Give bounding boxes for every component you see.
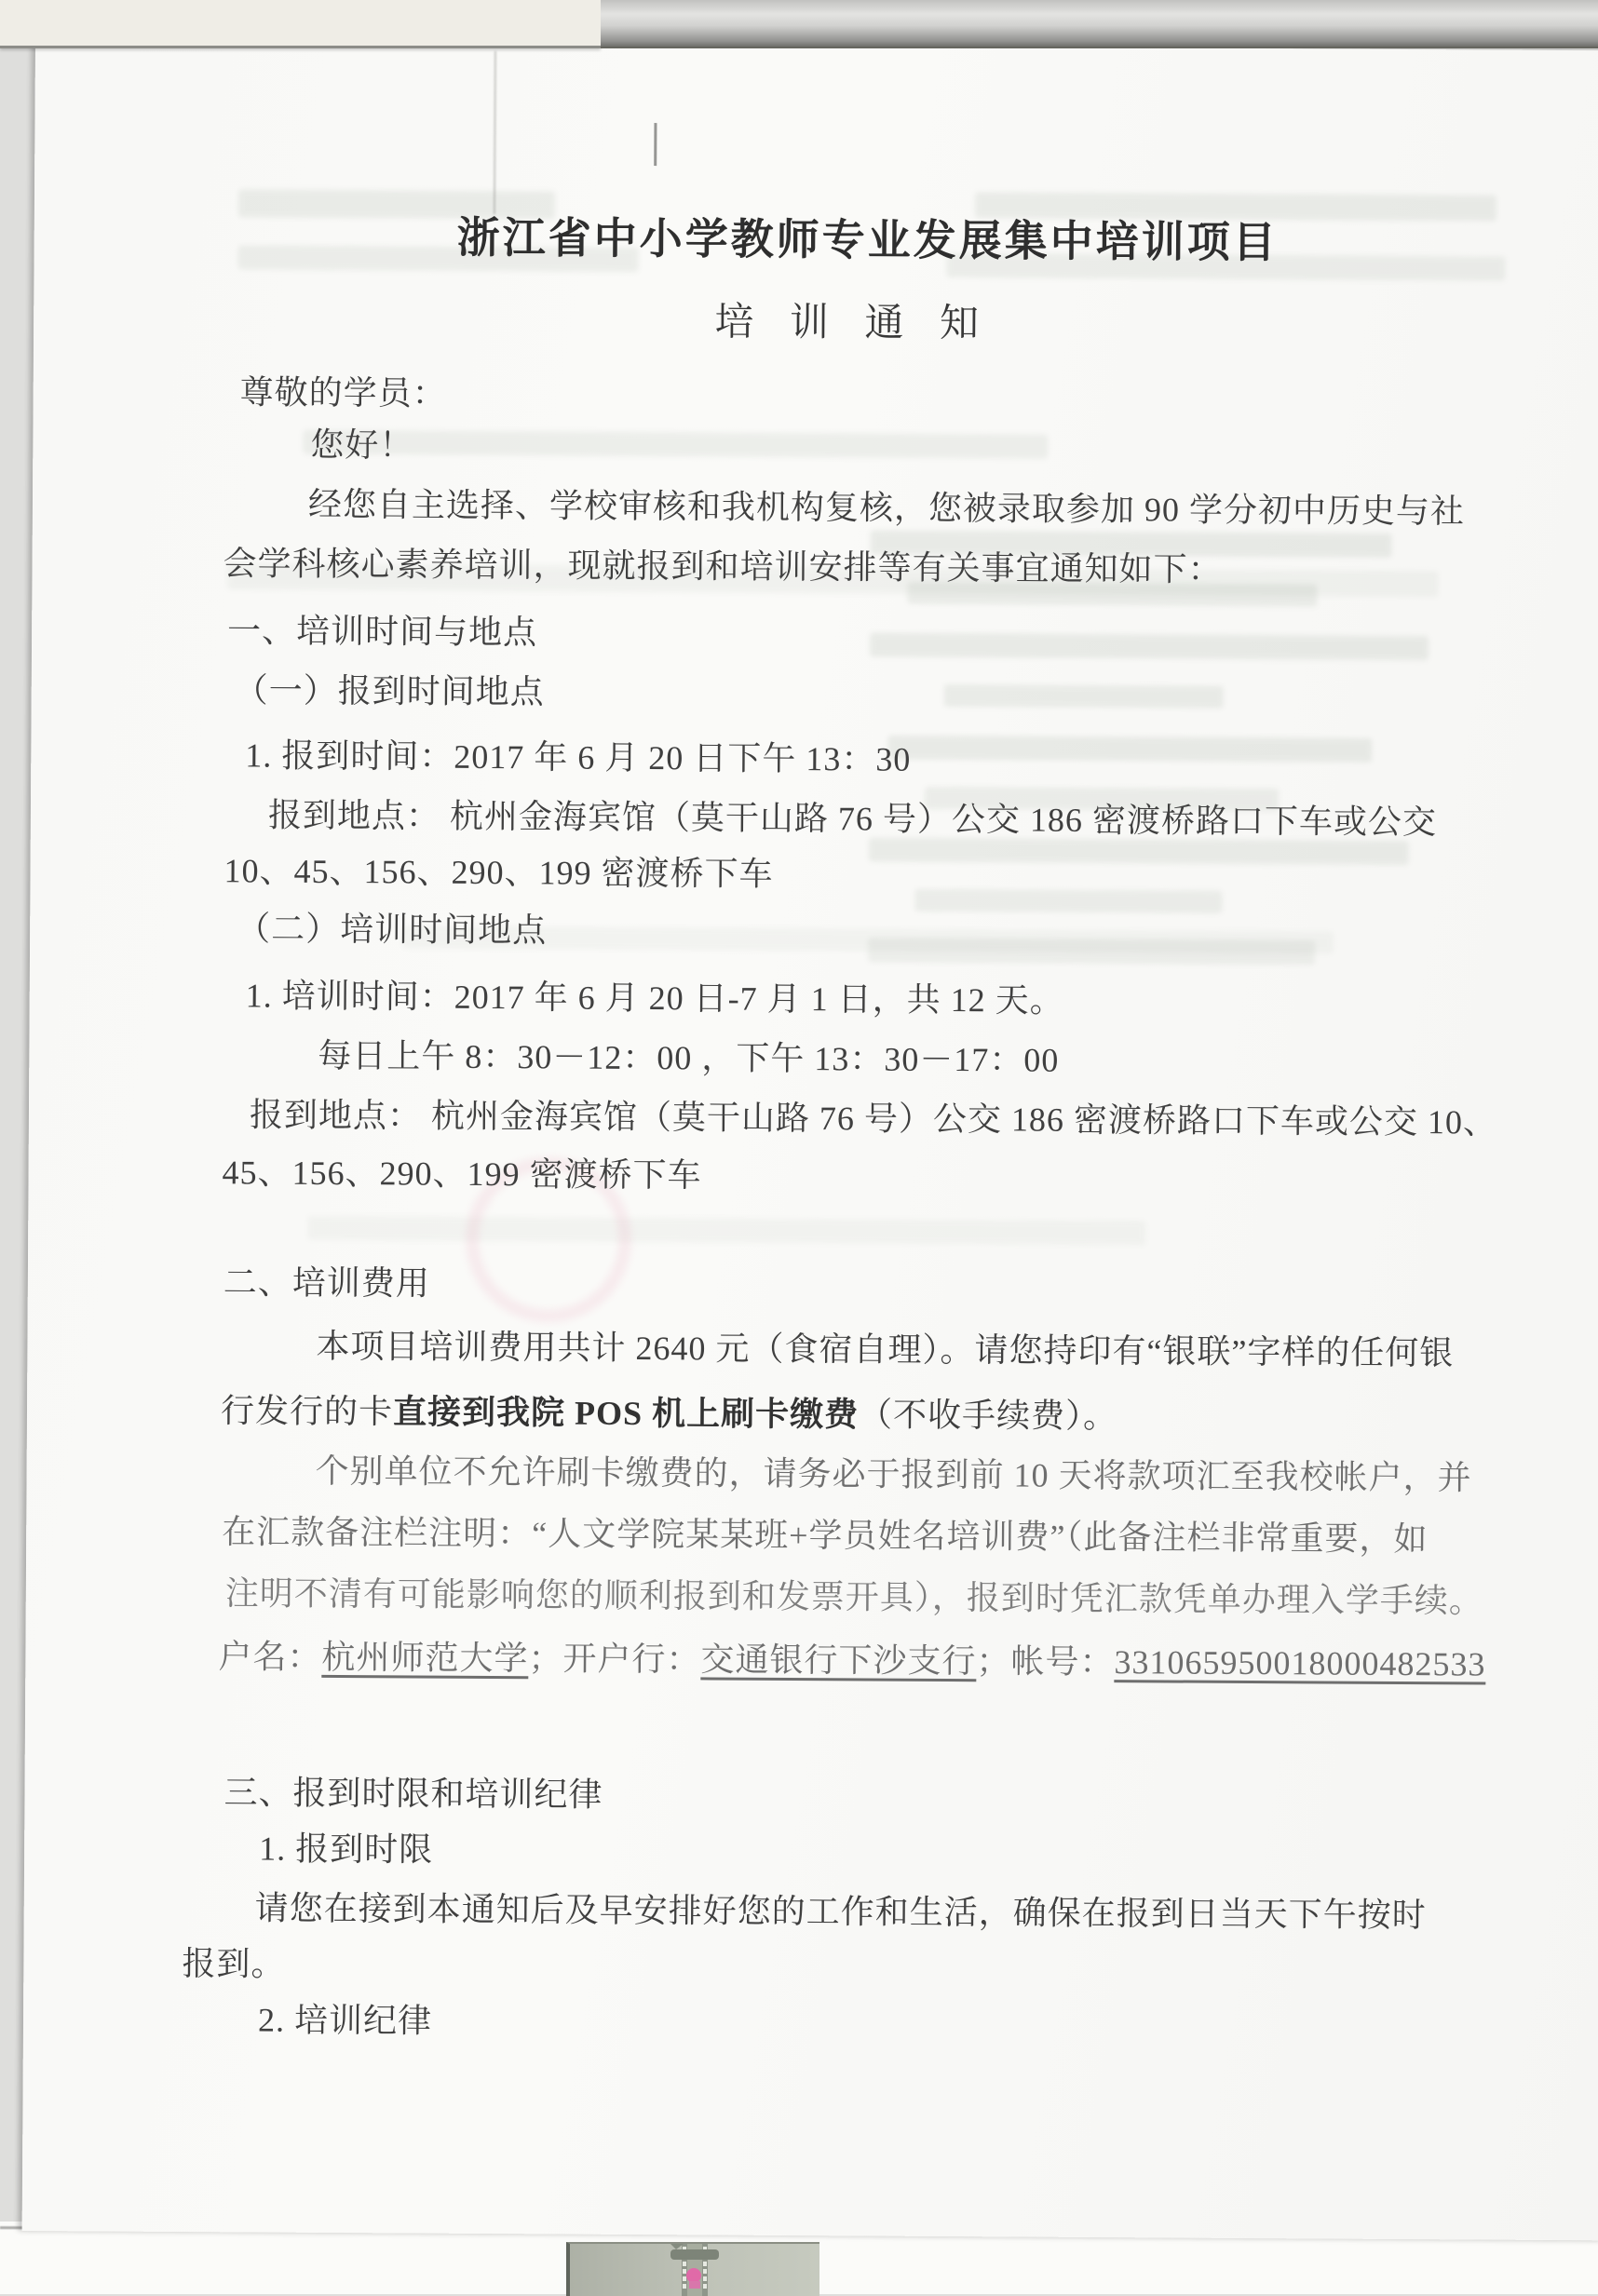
intro-line-2: 会学科核心素养培训，现就报到和培训安排等有关事宜通知如下：	[223, 545, 1223, 588]
account-label: 户名：	[218, 1638, 322, 1676]
tape-strip	[0, 0, 601, 48]
section-1-sub-2-heading: （二）培训时间地点	[237, 910, 548, 950]
transfer-line-3: 注明不清有可能影响您的顺利报到和发票开具），报到时凭汇款凭单办理入学手续。	[224, 1574, 1483, 1620]
report-deadline-heading: 1. 报到时限	[259, 1830, 434, 1869]
account-name: 杭州师范大学	[321, 1638, 529, 1678]
fee-line-2	[221, 1384, 1117, 1438]
report-deadline-line-1: 请您在接到本通知后及早安排好您的工作和生活，确保在报到日当天下午按时	[254, 1889, 1427, 1935]
film-strip-icon	[667, 2244, 723, 2296]
document-title: 浙江省中小学教师专业发展集中培训项目	[456, 213, 1279, 267]
account-separator-1: ；开户行：	[528, 1640, 701, 1679]
greeting: 您好！	[310, 425, 414, 465]
fold-tick-mark	[654, 123, 657, 166]
bleed-through-line	[887, 736, 1372, 763]
training-time-line: 1. 培训时间：2017 年 6 月 20 日-7 月 1 日，共 12 天。	[245, 977, 1064, 1020]
crease-mark	[494, 51, 496, 214]
daily-schedule-line: 每日上午 8：30－12：00 ，下午 13：30－17：00	[318, 1036, 1060, 1079]
account-line	[218, 1630, 1485, 1685]
bleed-through-line	[307, 1216, 1145, 1245]
bank-name: 交通银行下沙支行	[700, 1641, 977, 1681]
bleed-through-line	[914, 889, 1222, 913]
report-deadline-line-2: 报到。	[182, 1945, 286, 1983]
training-discipline-heading: 2. 培训纪律	[257, 2001, 433, 2040]
section-3-heading: 三、报到时限和培训纪律	[223, 1774, 603, 1814]
training-place-line-2: 45、156、290、199 密渡桥下车	[222, 1154, 702, 1195]
fee-line-2-bold: 直接到我院 POS 机上刷卡缴费	[392, 1393, 860, 1434]
report-time-line: 1. 报到时间：2017 年 6 月 20 日下午 13：30	[245, 736, 912, 778]
transfer-line-2: 在汇款备注栏注明：“人文学院某某班+学员姓名培训费”（此备注栏非常重要，如	[222, 1513, 1429, 1559]
intro-line-1: 经您自主选择、学校审核和我机构复核，您被录取参加 90 学分初中历史与社	[307, 485, 1466, 531]
section-1-sub-1-heading: （一）报到时间地点	[234, 671, 545, 711]
bleed-through-line	[303, 430, 1048, 459]
bleed-through-line	[870, 632, 1429, 660]
transfer-line-1: 个别单位不允许刷卡缴费的，请务必于报到前 10 天将款项汇至我校帐户，并	[315, 1452, 1472, 1497]
fee-line-2-post: （不收手续费）。	[858, 1396, 1118, 1436]
salutation: 尊敬的学员：	[239, 373, 447, 412]
media-box-artifact	[566, 2242, 819, 2296]
section-2-heading: 二、培训费用	[223, 1263, 430, 1303]
report-place-line-1: 报到地点： 杭州金海宾馆（莫干山路 76 号）公交 186 密渡桥路口下车或公交	[267, 796, 1438, 842]
document-subtitle: 培 训 通 知	[714, 301, 993, 346]
fee-line-1: 本项目培训费用共计 2640 元（食宿自理）。请您持印有“银联”字样的任何银	[316, 1327, 1455, 1372]
scanner-top-band	[0, 0, 1598, 48]
account-separator-2: ；帐号：	[976, 1642, 1115, 1681]
training-place-line-1: 报到地点： 杭州金海宾馆（莫干山路 76 号）公交 186 密渡桥路口下车或公交 10、	[249, 1096, 1498, 1141]
scanner-lid-bar	[601, 0, 1598, 48]
section-1-heading: 一、培训时间与地点	[227, 612, 538, 652]
bleed-through-line	[944, 684, 1224, 709]
scanned-document-page	[22, 41, 1598, 2240]
report-place-line-2: 10、45、156、290、199 密渡桥下车	[223, 852, 774, 893]
fee-line-2-pre: 行发行的卡	[220, 1392, 394, 1431]
account-number: 331065950018000482533	[1114, 1643, 1486, 1683]
